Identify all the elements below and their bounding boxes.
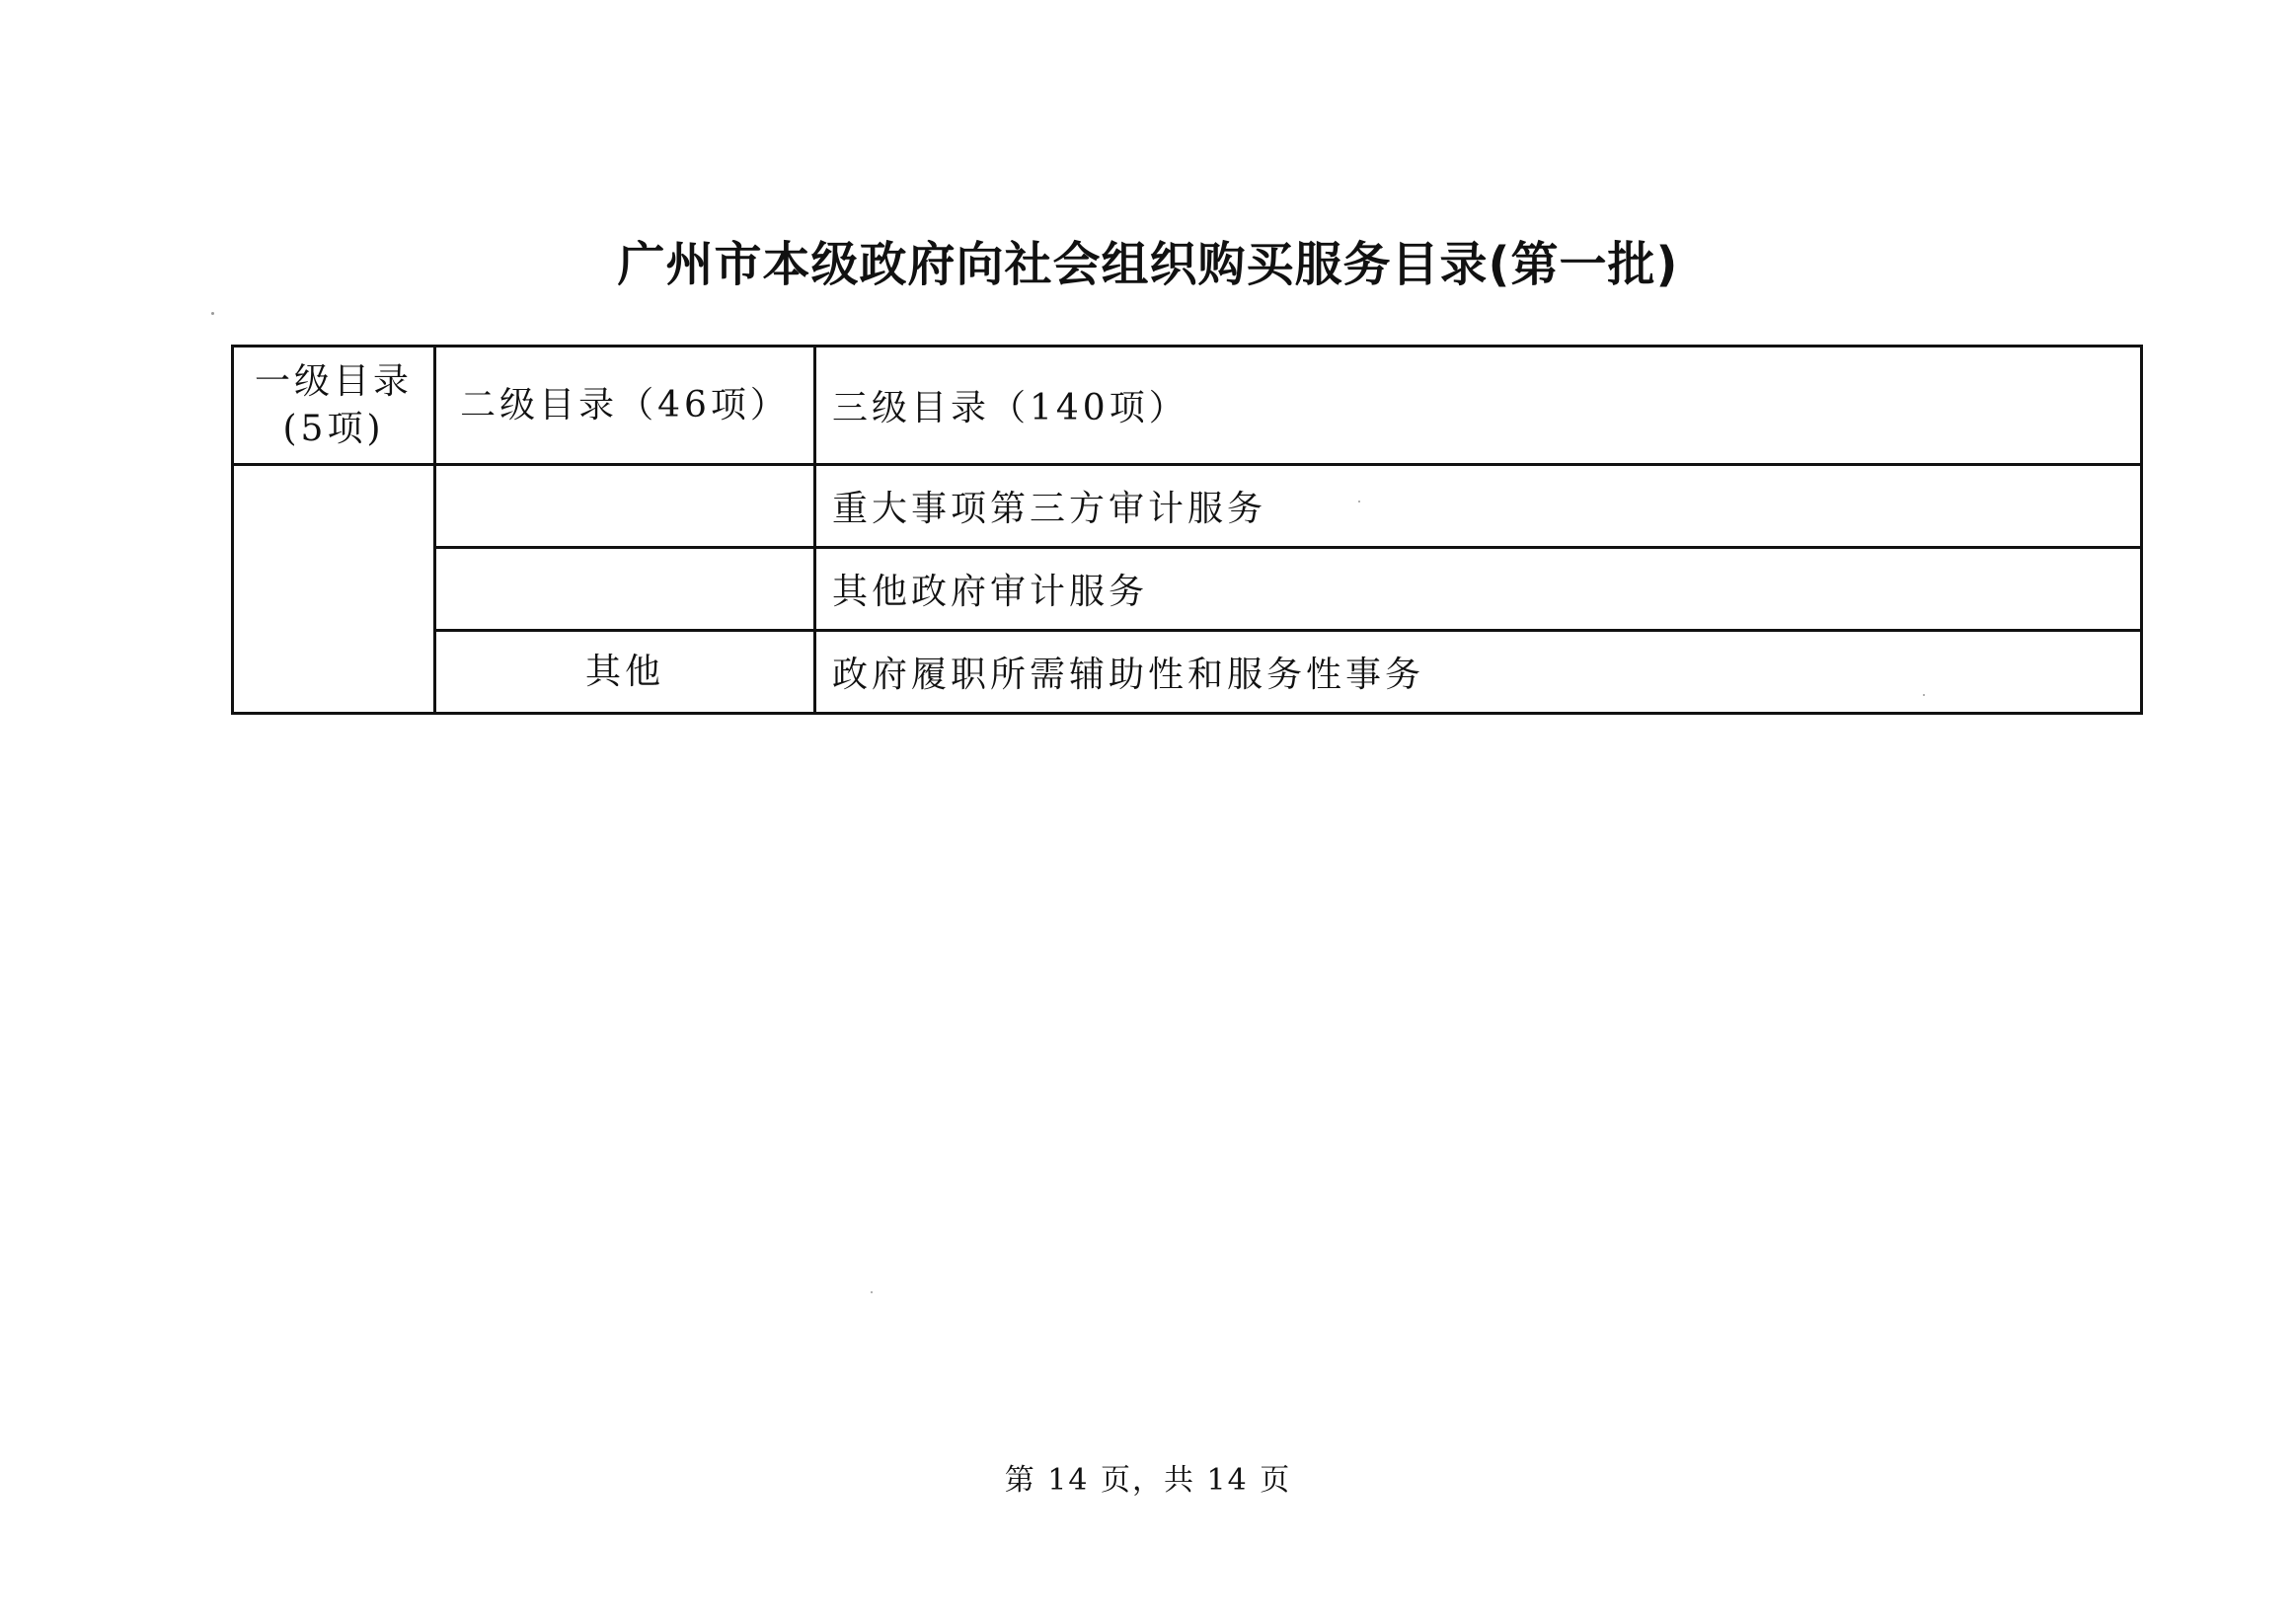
scan-speck bbox=[211, 312, 214, 315]
header-level1-count: (5项) bbox=[282, 408, 385, 449]
level2-cell bbox=[435, 548, 815, 631]
level1-cell bbox=[233, 465, 435, 714]
level3-cell: 政府履职所需辅助性和服务性事务 bbox=[815, 631, 2142, 714]
table-row bbox=[233, 548, 2142, 631]
page-number-footer: 第 14 页，共 14 页 bbox=[1004, 1463, 1292, 1498]
scan-speck bbox=[871, 1291, 873, 1293]
table-header-row bbox=[233, 347, 2142, 465]
document-title: 广州市本级政府向社会组织购买服务目录(第一批) bbox=[617, 237, 1679, 292]
header-level1-label: 一级目录 bbox=[254, 360, 413, 402]
header-level2: 二级目录（46项） bbox=[435, 347, 815, 465]
level3-cell: 重大事项第三方审计服务 bbox=[815, 465, 2142, 548]
table-row bbox=[233, 631, 2142, 714]
scan-speck bbox=[1923, 694, 1925, 696]
service-catalog-table bbox=[231, 345, 2143, 715]
level2-cell bbox=[435, 465, 815, 548]
level3-cell: 其他政府审计服务 bbox=[815, 548, 2142, 631]
header-level3: 三级目录（140项） bbox=[815, 347, 2142, 465]
header-level1 bbox=[233, 347, 435, 465]
level2-cell: 其他 bbox=[435, 631, 815, 714]
table-row bbox=[233, 465, 2142, 548]
scan-speck bbox=[1358, 501, 1360, 503]
